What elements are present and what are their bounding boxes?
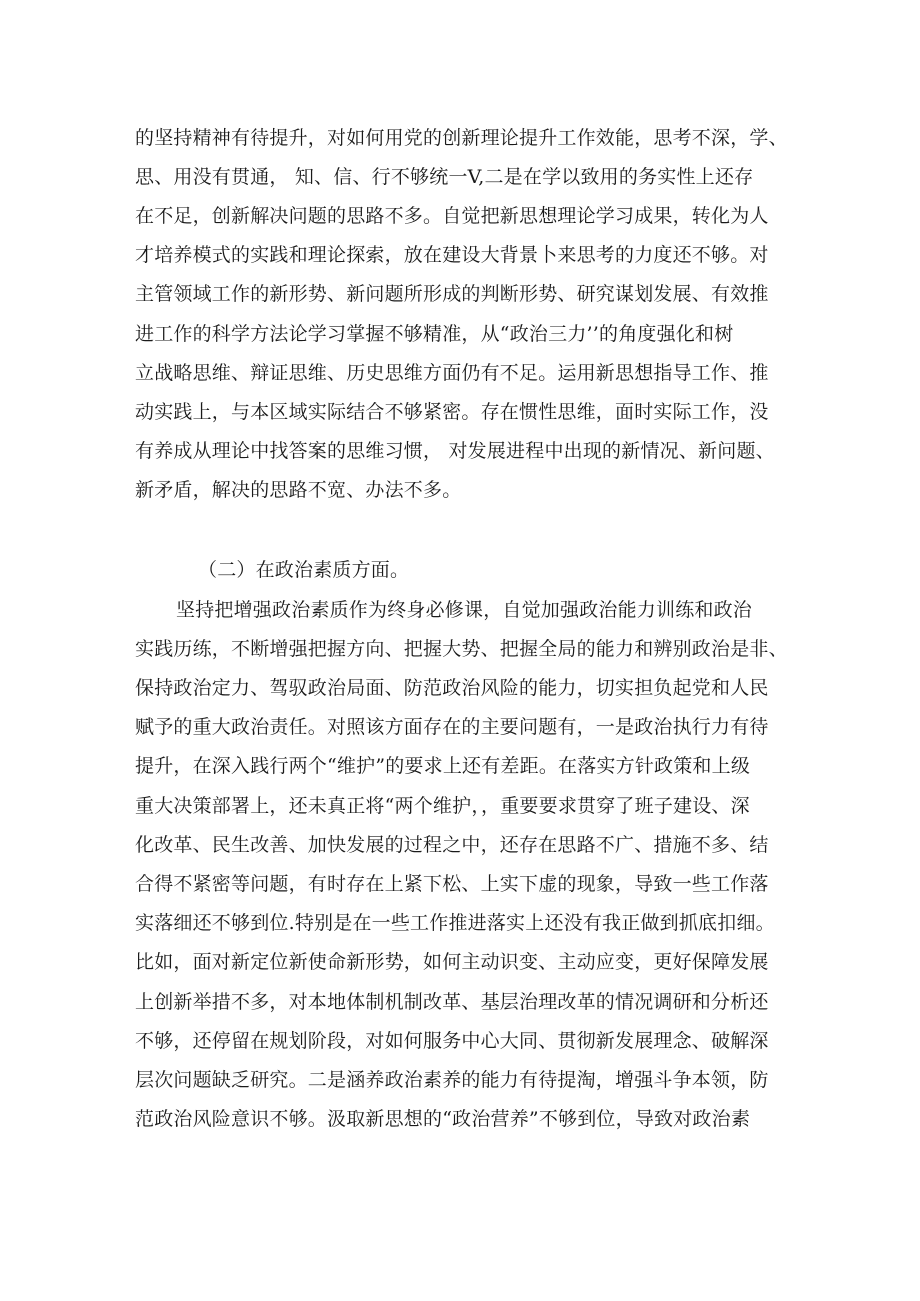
paragraph-2-line-3: 保持政治定力、驾驭政治局面、防范政治风险的能力，切实担负起党和人民 bbox=[135, 677, 769, 699]
paragraph-2-line-11: 上创新举措不多，对本地体制机制改革、基层治理改革的情况调研和分析还 bbox=[135, 991, 769, 1013]
paragraph-1-line-7: 立战略思维、辩证思维、历史思维方面仍有不足。运用新思想指导工作、推 bbox=[135, 362, 769, 384]
paragraph-2-line-8: 合得不紧密等问题，有时存在上紧下松、上实下虚的现象，导致一些工作落 bbox=[135, 873, 769, 895]
paragraph-2-line-14: 范政治风险意识不够。汲取新思想的“政治营养”不够到位，导致对政治素 bbox=[135, 1108, 751, 1130]
paragraph-1-line-10: 新矛盾，解决的思路不宽、办法不多。 bbox=[135, 479, 462, 501]
paragraph-2-line-4: 赋予的重大政治责任。对照该方面存在的主要问题有，一是政治执行力有待 bbox=[135, 716, 769, 738]
paragraph-2-line-13: 层次问题缺乏研究。二是涵养政治素养的能力有待提淘，增强斗争本领，防 bbox=[135, 1069, 769, 1091]
paragraph-1-line-1: 的坚持精神有待提升，对如何用党的创新理论提升工作效能，思考不深，学、 bbox=[135, 127, 788, 149]
paragraph-2-line-1: 坚持把增强政治素质作为终身必修课，自觉加强政治能力训练和政治 bbox=[176, 599, 753, 621]
paragraph-1-line-3: 在不足，创新解决问题的思路不多。自觉把新思想理论学习成果，转化为人 bbox=[135, 205, 769, 227]
paragraph-1-line-2: 思、用没有贯通， 知、信、行不够统一V,二是在学以致用的务实性上还存 bbox=[135, 166, 754, 188]
paragraph-2-line-5: 提升，在深入践行两个“维护”的要求上还有差距。在落实方针政策和上级 bbox=[135, 755, 751, 777]
paragraph-2-line-10: 比如，面对新定位新使命新形势，如何主动识变、主动应变，更好保障发展 bbox=[135, 951, 769, 973]
paragraph-2-line-7: 化改革、民生改善、加快发展的过程之中，还存在思路不广、措施不多、结 bbox=[135, 834, 769, 856]
paragraph-2-line-6: 重大决策部署上，还未真正将“两个维护，，重要要求贯穿了班子建设、深 bbox=[135, 795, 750, 817]
paragraph-1-line-8: 动实践上，与本区域实际结合不够紧密。存在惯性思维，面时实际工作，没 bbox=[135, 401, 769, 423]
paragraph-1-line-5: 主管领域工作的新形势、新问题所形成的判断形势、研究谋划发展、有效推 bbox=[135, 283, 769, 305]
paragraph-1-line-6: 进工作的科学方法论学习掌握不够精准，从“政治三力’’的角度强化和树 bbox=[135, 323, 734, 345]
paragraph-2-line-2: 实践历练，不断增强把握方向、把握大势、把握全局的能力和辨别政治是非、 bbox=[135, 638, 788, 660]
paragraph-1-line-9: 有养成从理论中找答案的思维习惯， 对发展进程中出现的新情况、新问题、 bbox=[135, 440, 775, 462]
paragraph-2-line-9: 实落细还不够到位.特别是在一些工作推进落实上还没有我正做到抓底扣细。 bbox=[135, 912, 775, 934]
paragraph-1-line-4: 才培养模式的实践和理论探索，放在建设大背景卜来思考的力度还不够。对 bbox=[135, 244, 769, 266]
section-heading: （二）在政治素质方面。 bbox=[198, 559, 410, 581]
paragraph-2-line-12: 不够，还停留在规划阶段，对如何服务中心大同、贯彻新发展理念、破解深 bbox=[135, 1030, 769, 1052]
